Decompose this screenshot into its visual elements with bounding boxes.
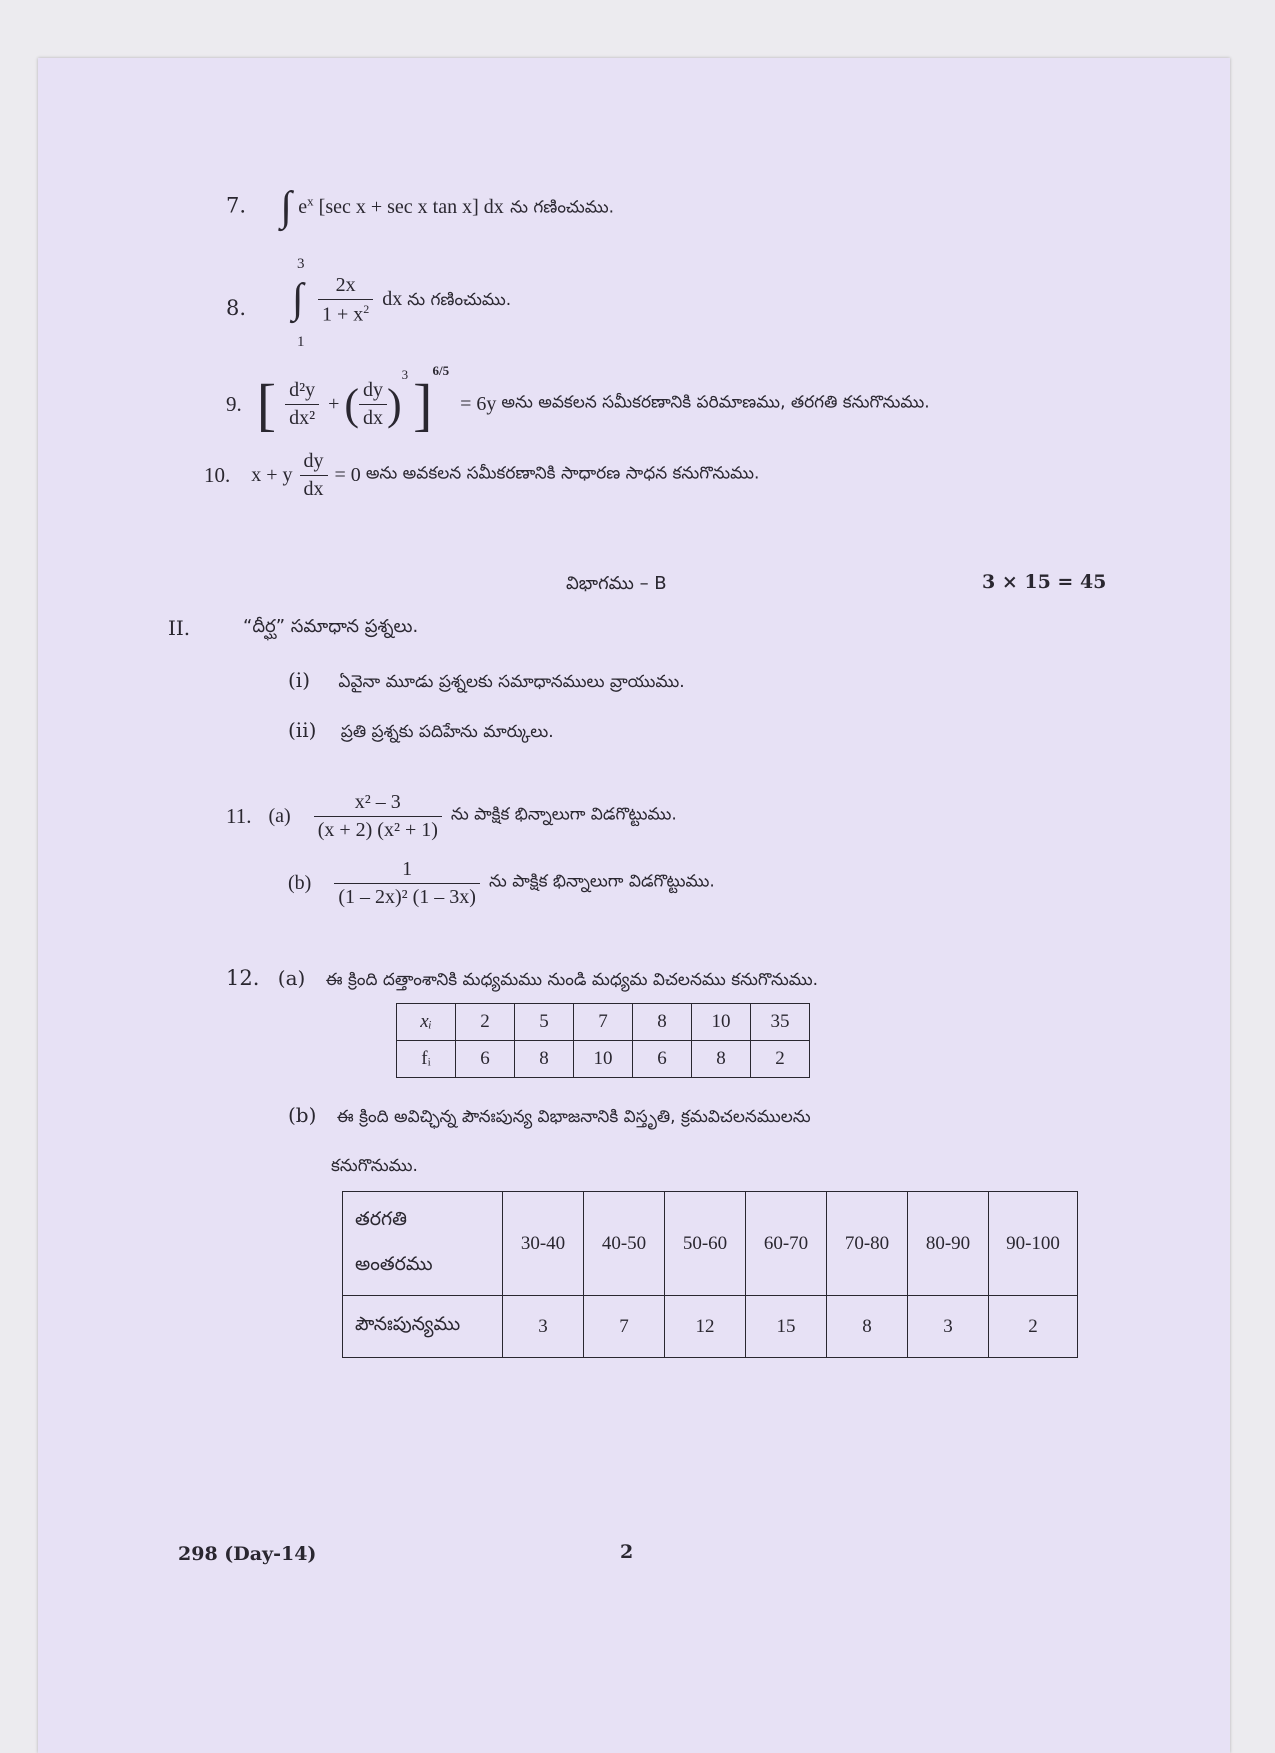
table-cell: 6 [456, 1041, 515, 1078]
upper-limit: 3 [297, 256, 305, 272]
table-cell: 10 [692, 1004, 751, 1041]
row-header: పౌనఃపున్యము [343, 1296, 503, 1358]
table-cell: 40-50 [584, 1192, 665, 1296]
table-cell: 80-90 [908, 1192, 989, 1296]
question-number: 9. [226, 391, 242, 416]
row-header: fᵢ [397, 1041, 456, 1078]
frequency-table-a [396, 1003, 810, 1078]
exam-page [38, 58, 1230, 1753]
instruction-ii: (ii) ప్రతి ప్రశ్నకు పదిహేను మార్కులు. [288, 718, 554, 742]
table-cell: 12 [665, 1296, 746, 1358]
row-header: తరగతి అంతరము [343, 1192, 503, 1296]
integral-symbol: ∫ [280, 184, 292, 230]
table-row [343, 1296, 1078, 1358]
table-cell: 7 [584, 1296, 665, 1358]
page-number: 2 [620, 1541, 634, 1563]
table-cell: 35 [751, 1004, 810, 1041]
question-number: 7. [226, 193, 247, 218]
table-cell: 8 [692, 1041, 751, 1078]
question-10: 10. x + y $\frac{dy}{dx}$ = 0 అను అవకలన సమీకరణానికి సాధారణ సాధన కనుగొనుము. [204, 450, 760, 500]
table-cell: 3 [908, 1296, 989, 1358]
question-number: 8. [226, 296, 247, 320]
table-cell: 10 [574, 1041, 633, 1078]
table-cell: 3 [503, 1296, 584, 1358]
table-cell: 50-60 [665, 1192, 746, 1296]
section-roman: II. [168, 616, 191, 640]
table-cell: 15 [746, 1296, 827, 1358]
table-cell: 2 [989, 1296, 1078, 1358]
table-cell: 2 [456, 1004, 515, 1041]
integrand-fraction: $\frac{2x}{1 + x^2}$ dx ను గణించుము. [314, 274, 511, 327]
table-row [397, 1004, 810, 1041]
table-cell: 2 [751, 1041, 810, 1078]
question-11b: (b) $\frac{1}{\text{(1 – 2x)² (1 – 3x)}}$ ను పాక్షిక భిన్నాలుగా విడగొట్టుము. [288, 858, 715, 908]
question-9: 9. [ $\frac{\text{d²y}}{\text{dx²}}$ + ( $\frac{dy}{dx}$ )$^3$ ]$^{6/5}$ = 6y అను అవకలన సమీకరణానికి పరిమాణము, తరగతి కనుగొనుము. [226, 363, 930, 437]
question-12b-line2: కనుగొనుము. [331, 1156, 418, 1176]
instruction-i: (i) ఏవైనా మూడు ప్రశ్నలకు సమాధానములు వ్రాయుము. [288, 668, 685, 692]
table-cell: 70-80 [827, 1192, 908, 1296]
table-cell: 30-40 [503, 1192, 584, 1296]
table-cell: 5 [515, 1004, 574, 1041]
question-11a: 11. (a) $\frac{\text{x² – 3}}{\text{(x + 2) (x² + 1)}}$ ను పాక్షిక భిన్నాలుగా విడగొట్టుము. [226, 791, 677, 841]
table-cell: 90-100 [989, 1192, 1078, 1296]
section-title: విభాగము – B [566, 573, 667, 594]
table-cell: 8 [515, 1041, 574, 1078]
question-7 [226, 186, 614, 228]
table-cell: 8 [827, 1296, 908, 1358]
table-row [343, 1192, 1078, 1296]
question-text: ను గణించుము. [510, 197, 615, 218]
section-heading: “దీర్ఘ” సమాధాన ప్రశ్నలు. [243, 616, 419, 637]
question-12b: (b) ఈ క్రింది అవిచ్ఛిన్న పౌనఃపున్య విభాజనానికి విస్తృతి, క్రమవిచలనములను [288, 1103, 811, 1127]
table-cell: 8 [633, 1004, 692, 1041]
integrand: $e^x$ [sec x + sec x tan x] dx [298, 192, 504, 218]
table-row [397, 1041, 810, 1078]
lower-limit: 1 [297, 334, 305, 350]
table-cell: 7 [574, 1004, 633, 1041]
section-marks: 3 × 15 = 45 [982, 571, 1107, 593]
integral-symbol: ∫ [292, 276, 304, 322]
table-cell: 60-70 [746, 1192, 827, 1296]
frequency-table-b [342, 1191, 1078, 1358]
table-cell: 6 [633, 1041, 692, 1078]
paper-code: 298 (Day-14) [178, 1543, 317, 1565]
question-12a: 12. (a) ఈ క్రింది దత్తాంశానికి మధ్యమము నుండి మధ్యమ విచలనము కనుగొనుము. [226, 966, 819, 990]
row-header: xᵢ [397, 1004, 456, 1041]
